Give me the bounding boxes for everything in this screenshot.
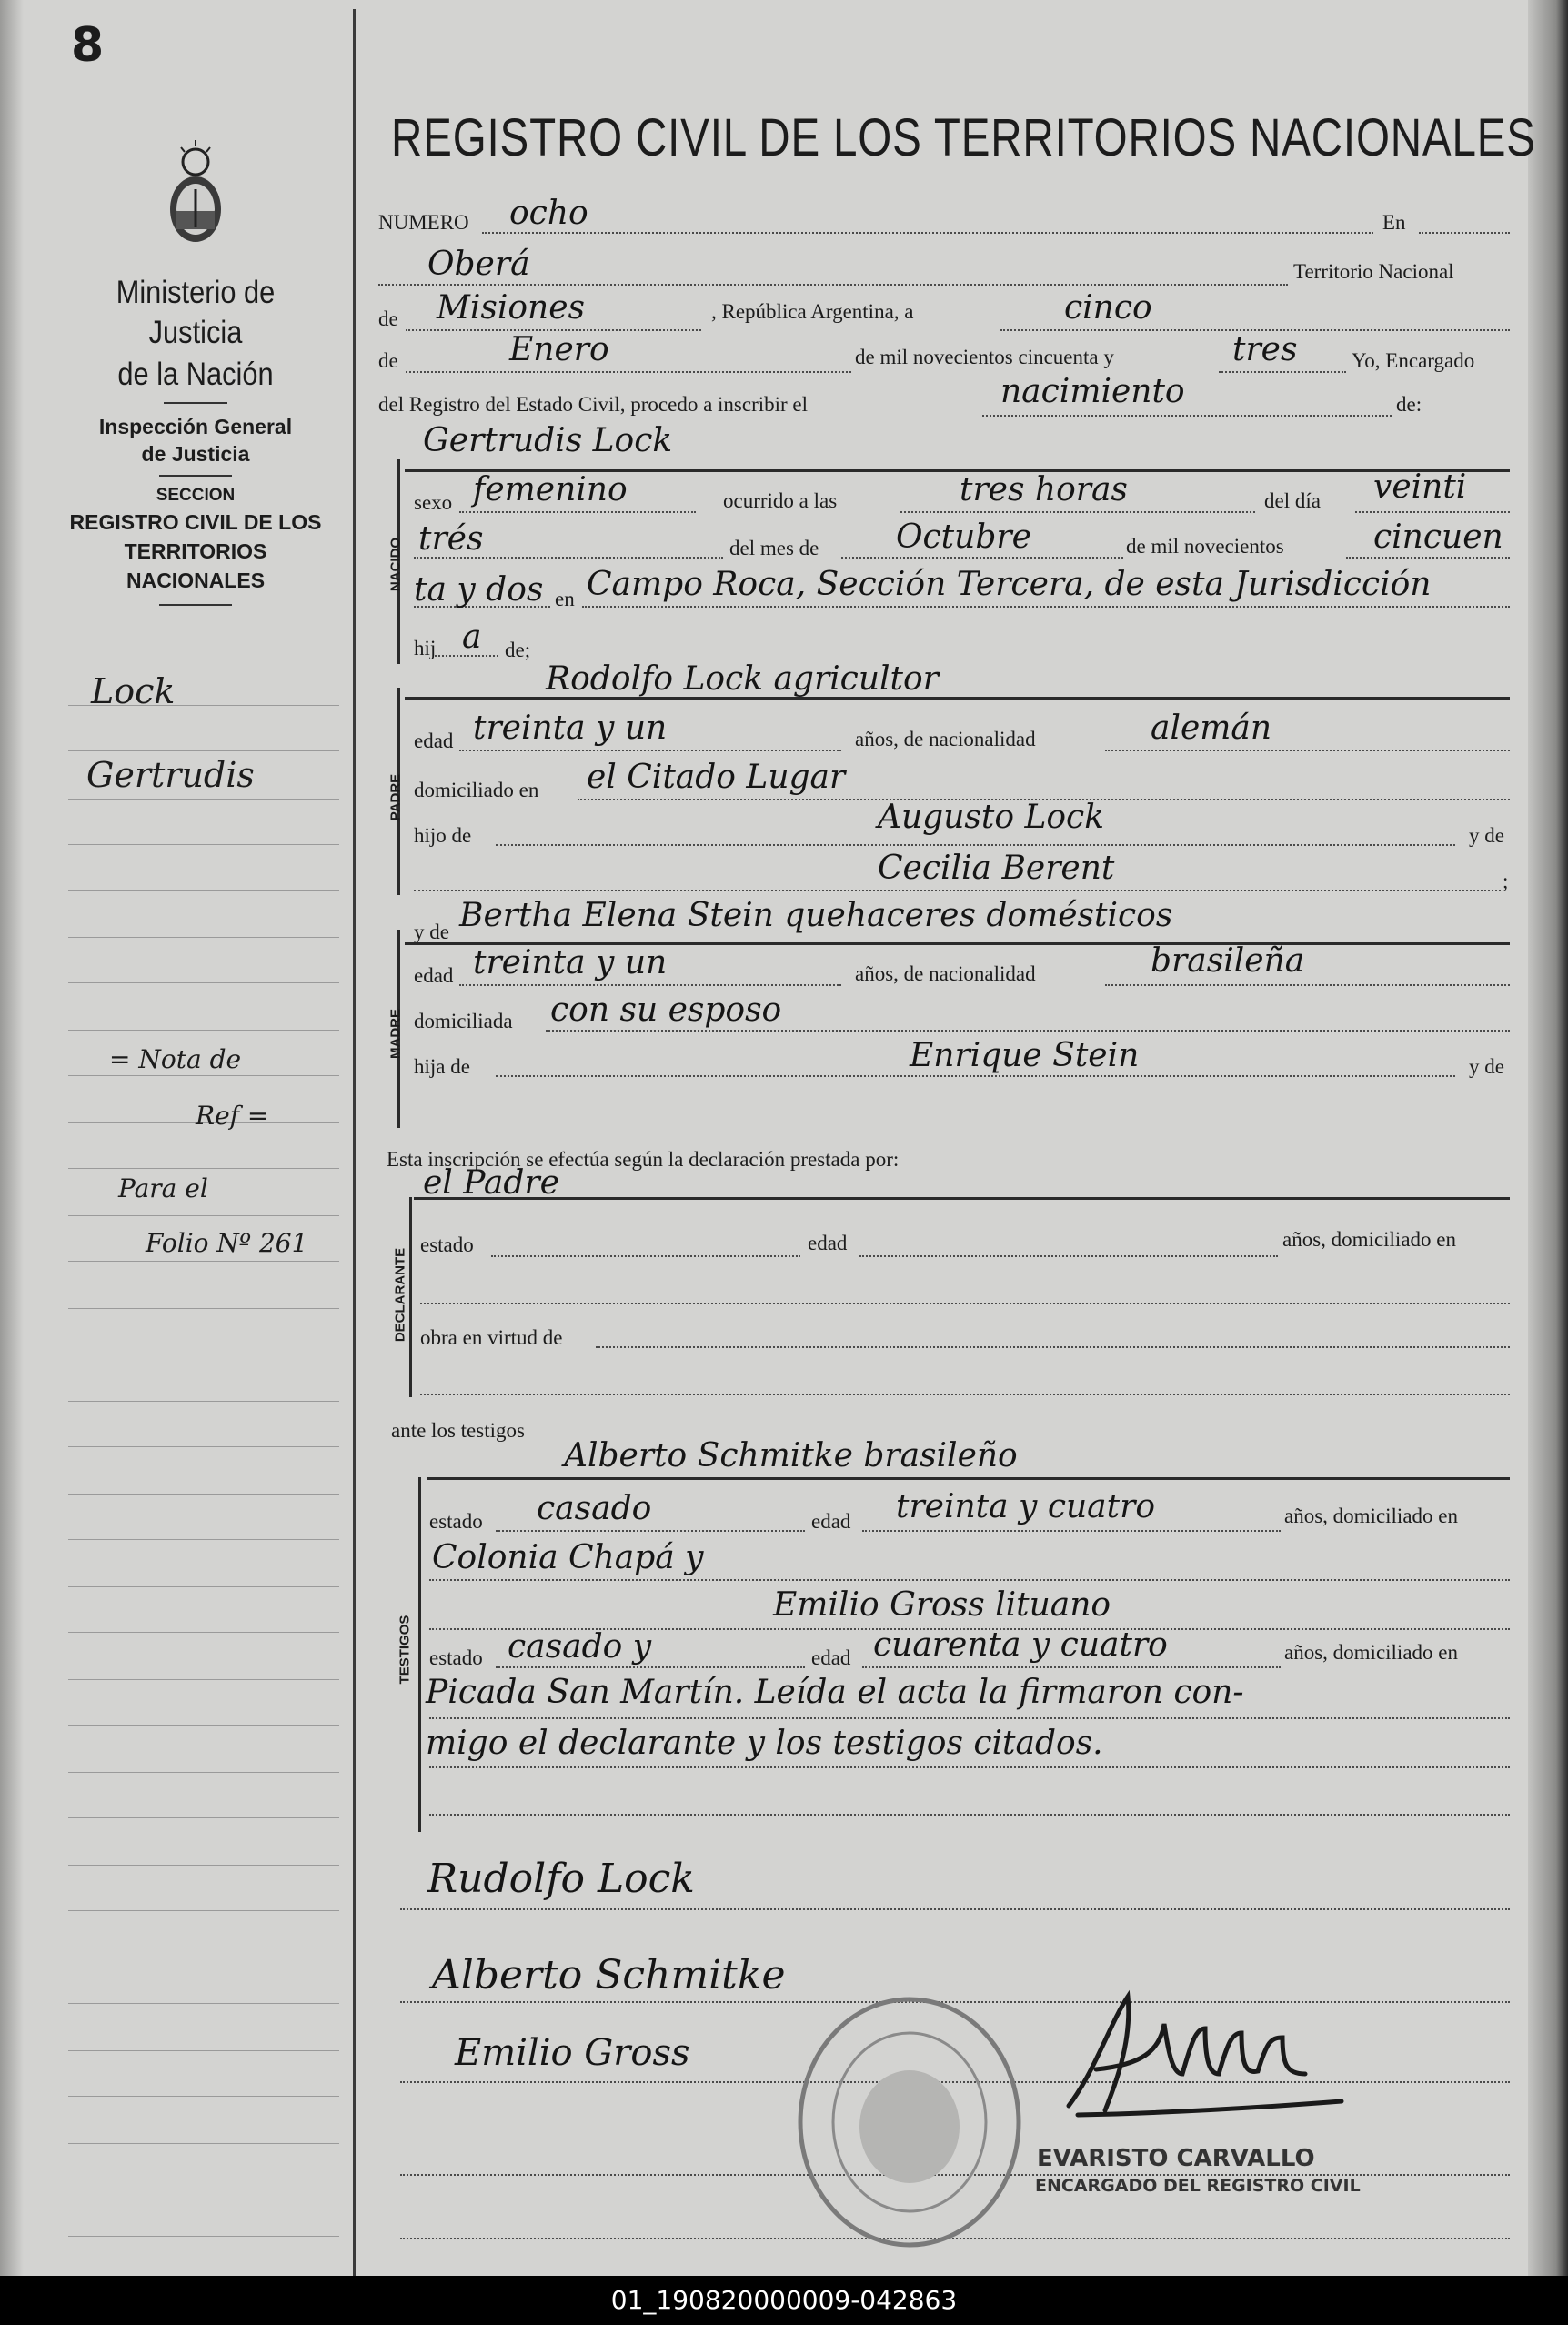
padre-domicilio-value: el Citado Lugar [587, 759, 846, 796]
madre-yde2-label: y de [1469, 1055, 1504, 1078]
madre-yde-label: y de [414, 921, 449, 943]
hij-value: a [462, 619, 482, 656]
lugar-value: Campo Roca, Sección Tercera, de esta Jurisdicción [587, 566, 1432, 603]
testigo1-name: Alberto Schmitke brasileño [564, 1437, 1018, 1475]
del-registro-label: del Registro del Estado Civil, procedo a inscribir el [378, 393, 809, 416]
padre-madre-value: Cecilia Berent [878, 850, 1115, 887]
seccion-label: SECCION [156, 486, 236, 505]
page-number: 8 [71, 18, 105, 73]
declarante-edad-label: edad [808, 1232, 848, 1254]
hij-label: hij [414, 637, 437, 659]
madre-domicilio-label: domiciliada [414, 1010, 513, 1032]
registro-label: REGISTRO CIVIL DE LOS [69, 510, 322, 534]
official-seal-icon [791, 1990, 1028, 2254]
yo-label: Yo, Encargado [1352, 349, 1475, 372]
padre-anios-label: años, de nacionalidad [855, 728, 1036, 750]
year-value: tres [1232, 331, 1298, 368]
testigo2-name: Emilio Gross lituano [773, 1586, 1111, 1624]
territorio-label: Territorio Nacional [1293, 260, 1454, 283]
ocurrido-label: ocurrido a las [723, 489, 838, 512]
anio-value: cincuen [1373, 518, 1503, 556]
padre-section-label: PADRE [387, 773, 404, 821]
margin-given-name: Gertrudis [86, 755, 255, 795]
dia-label: del día [1264, 489, 1321, 512]
declarante-anios-label: años, domiciliado en [1282, 1228, 1456, 1251]
testigo2-edad-value: cuarenta y cuatro [873, 1626, 1168, 1664]
place-value: Oberá [427, 246, 530, 283]
padre-hijo-value: Augusto Lock [878, 799, 1105, 836]
inspeccion-label: Inspección General [98, 415, 293, 438]
margin-note-line1: = Nota de [109, 1044, 242, 1074]
madre-edad-label: edad [414, 964, 454, 987]
testigo1-anios-label: años, domiciliado en [1284, 1505, 1458, 1527]
nacido-name: Gertrudis Lock [423, 422, 673, 459]
padre-yde-label: y de [1469, 824, 1504, 847]
testigo2-estado-value: casado y [508, 1628, 652, 1666]
margin-note-line2: Ref = [196, 1101, 269, 1131]
signature-testigo1: Alberto Schmitke [432, 1952, 786, 1998]
testigo1-domicilio-value: Colonia Chapá y [432, 1539, 704, 1576]
inspeccion-label-line2: de Justicia [141, 442, 250, 466]
image-id-footer: 01_190820000009-042863 [0, 2276, 1568, 2325]
testigo2-anios-label: años, domiciliado en [1284, 1641, 1458, 1664]
obra-label: obra en virtud de [420, 1326, 563, 1349]
ministry-name-line2: de la Nación [117, 357, 274, 392]
declarante-estado-label: estado [420, 1233, 474, 1256]
madre-name: Bertha Elena Stein quehaceres domésticos [459, 897, 1173, 934]
madre-hija-label: hija de [414, 1055, 470, 1078]
margin-para-line1: Para el [118, 1173, 208, 1203]
madre-domicilio-value: con su esposo [550, 991, 782, 1029]
document-title: REGISTRO CIVIL DE LOS TERRITORIOS NACIONALES [391, 108, 1536, 167]
coat-of-arms-icon [159, 136, 232, 250]
hora-value: tres horas [960, 471, 1128, 508]
mil-novecientos-label: de mil novecientos [1126, 535, 1284, 558]
dia-value-continued: trés [418, 520, 484, 558]
padre-domicilio-label: domiciliado en [414, 779, 539, 801]
declarante-value: el Padre [423, 1164, 559, 1202]
margin-divider [353, 9, 356, 2276]
official-name-stamp: EVARISTO CARVALLO [1037, 2145, 1315, 2172]
madre-edad-value: treinta y un [473, 944, 668, 981]
testigo2-domicilio-value: Picada San Martín. Leída el acta la firmaron con- [426, 1674, 1244, 1711]
sexo-value: femenino [473, 471, 628, 508]
padre-edad-label: edad [414, 730, 454, 752]
act-value: nacimiento [1000, 373, 1185, 410]
en-lugar-label: en [555, 588, 575, 610]
margin-surname: Lock [91, 671, 176, 711]
testigo1-estado-value: casado [537, 1490, 652, 1527]
padre-name: Rodolfo Lock agricultor [546, 660, 939, 698]
official-signature-icon [1060, 1988, 1351, 2124]
padre-nacionalidad-value: alemán [1151, 710, 1272, 747]
padre-semicolon: ; [1503, 870, 1509, 892]
month-value: Enero [509, 331, 609, 368]
testigo1-edad-value: treinta y cuatro [896, 1488, 1155, 1525]
territory-value: Misiones [437, 289, 586, 327]
hij-de-label: de; [505, 639, 531, 661]
madre-hija-value: Enrique Stein [910, 1037, 1140, 1074]
testigos-section-label: TESTIGOS [397, 1615, 413, 1685]
testigo1-estado-label: estado [429, 1510, 483, 1533]
republica-label: , República Argentina, a [711, 300, 914, 323]
dia-value: veinti [1373, 468, 1467, 506]
padre-hijo-label: hijo de [414, 824, 472, 847]
ministry-name: Ministerio de Justicia [116, 275, 276, 350]
numero-label: NUMERO [378, 211, 469, 234]
testigo2-estado-label: estado [429, 1646, 483, 1669]
testigo2-edad-label: edad [811, 1646, 851, 1669]
sexo-label: sexo [414, 491, 453, 514]
mil-label: de mil novecientos cincuenta y [855, 346, 1114, 368]
de-label-2: de [378, 349, 398, 372]
testigos-intro: ante los testigos [391, 1419, 525, 1442]
page-left-edge [0, 0, 24, 2276]
page-right-edge [1528, 0, 1568, 2276]
registro-label-line2: TERRITORIOS NACIONALES [124, 539, 267, 592]
nacido-section-label: NACIDO [387, 537, 404, 592]
signature-padre: Rudolfo Lock [427, 1856, 695, 1902]
anio-value-continued: ta y dos [414, 571, 544, 609]
madre-section-label: MADRE [387, 1009, 404, 1059]
day-value: cinco [1064, 289, 1152, 327]
testigo2-domicilio-value-line2: migo el declarante y los testigos citados. [426, 1725, 1103, 1762]
mes-label: del mes de [729, 537, 819, 559]
declarante-intro: Esta inscripción se efectúa según la declaración prestada por: [387, 1148, 900, 1171]
madre-anios-label: años, de nacionalidad [855, 962, 1036, 985]
numero-value: ocho [509, 195, 588, 232]
testigo1-edad-label: edad [811, 1510, 851, 1533]
margin-para-line2: Folio Nº 261 [146, 1228, 308, 1258]
mes-value: Octubre [896, 518, 1031, 556]
en-label: En [1382, 211, 1406, 234]
declarante-section-label: DECLARANTE [392, 1247, 408, 1343]
official-title-stamp: ENCARGADO DEL REGISTRO CIVIL [1035, 2176, 1361, 2196]
de-colon-label: de: [1396, 393, 1422, 416]
de-label: de [378, 307, 398, 330]
padre-edad-value: treinta y un [473, 710, 668, 747]
madre-nacionalidad-value: brasileña [1151, 942, 1305, 980]
signature-testigo2: Emilio Gross [455, 2032, 690, 2074]
